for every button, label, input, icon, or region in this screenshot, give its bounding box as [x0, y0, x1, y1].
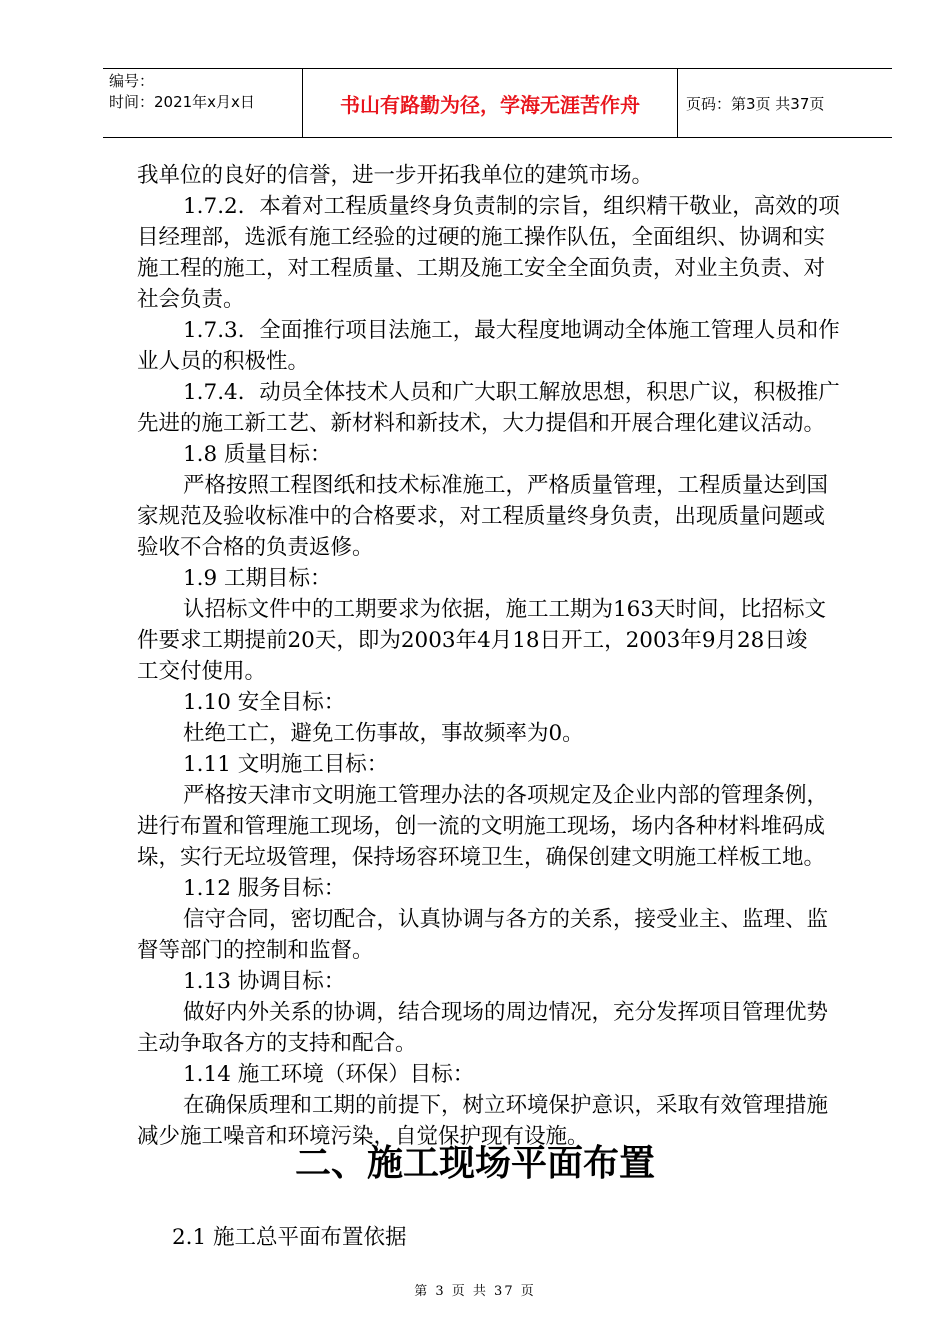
section-label: 1.9 工期目标： [183, 566, 332, 591]
body-line: 减少施工噪音和环境污染，自觉保护现有设施。 [137, 1124, 589, 1149]
body-line: 工交付使用。 [137, 659, 267, 684]
header-page-info: 页码：第3页 共37页 [686, 94, 825, 113]
body-line: 严格按照工程图纸和技术标准施工，严格质量管理，工程质量达到国 [183, 473, 829, 498]
section-label: 1.12 服务目标： [183, 876, 346, 901]
body-line: 我单位的良好的信誉，进一步开拓我单位的建筑市场。 [137, 163, 654, 188]
section-label: 1.13 协调目标： [183, 969, 346, 994]
body-line: 先进的施工新工艺、新材料和新技术，大力提倡和开展合理化建议活动。 [137, 411, 826, 436]
section-heading: 二、施工现场平面布置 [294, 1143, 655, 1184]
body-line: 1.7.4．动员全体技术人员和广大职工解放思想，积思广议，积极推广 [183, 380, 840, 405]
header-meta [103, 69, 303, 137]
page-footer: 第 3 页 共 37 页 [414, 1284, 536, 1299]
body-line: 目经理部，选派有施工经验的过硬的施工操作队伍，全面组织、协调和实 [137, 225, 826, 250]
section-label: 1.14 施工环境（环保）目标： [183, 1062, 475, 1087]
body-line: 督等部门的控制和监督。 [137, 938, 374, 963]
body-line: 杜绝工亡，避免工伤事故，事故频率为0。 [183, 721, 584, 746]
body-line: 验收不合格的负责返修。 [137, 535, 374, 560]
body-line: 件要求工期提前20天，即为2003年4月18日开工，2003年9月28日竣 [137, 628, 808, 653]
section-label: 1.11 文明施工目标： [183, 752, 389, 777]
body-line: 进行布置和管理施工现场，创一流的文明施工现场，场内各种材料堆码成 [137, 814, 826, 839]
section-label: 1.8 质量目标： [183, 442, 332, 467]
document-body [137, 160, 862, 1152]
time-label: 时间：2021年x月x日 [109, 93, 255, 111]
body-line: 业人员的积极性。 [137, 349, 310, 374]
body-line: 施工程的施工，对工程质量、工期及施工安全全面负责，对业主负责、对 [137, 256, 826, 281]
body-line: 家规范及验收标准中的合格要求，对工程质量终身负责，出现质量问题或 [137, 504, 826, 529]
header-motto: 书山有路勤为径，学海无涯苦作舟 [303, 69, 678, 137]
body-line: 认招标文件中的工期要求为依据，施工工期为163天时间，比招标文 [183, 597, 827, 622]
body-line: 在确保质理和工期的前提下，树立环境保护意识，采取有效管理措施 [183, 1093, 829, 1118]
body-line: 信守合同，密切配合，认真协调与各方的关系，接受业主、监理、监 [183, 907, 829, 932]
body-line: 严格按天津市文明施工管理办法的各项规定及企业内部的管理条例， [183, 783, 829, 808]
body-line: 主动争取各方的支持和配合。 [137, 1031, 417, 1056]
section-label: 1.10 安全目标： [183, 690, 346, 715]
body-line: 垛，实行无垃圾管理，保持场容环境卫生，确保创建文明施工样板工地。 [137, 845, 826, 870]
page-header [103, 68, 892, 138]
body-line: 1.7.3．全面推行项目法施工，最大程度地调动全体施工管理人员和作 [183, 318, 840, 343]
subsection-heading: 2.1 施工总平面布置依据 [172, 1225, 407, 1250]
body-line: 1.7.2．本着对工程质量终身负责制的宗旨，组织精干敬业，高效的项 [183, 194, 840, 219]
number-label: 编号： [109, 72, 155, 90]
body-line: 做好内外关系的协调，结合现场的周边情况，充分发挥项目管理优势 [183, 1000, 829, 1025]
body-line: 社会负责。 [137, 287, 245, 312]
